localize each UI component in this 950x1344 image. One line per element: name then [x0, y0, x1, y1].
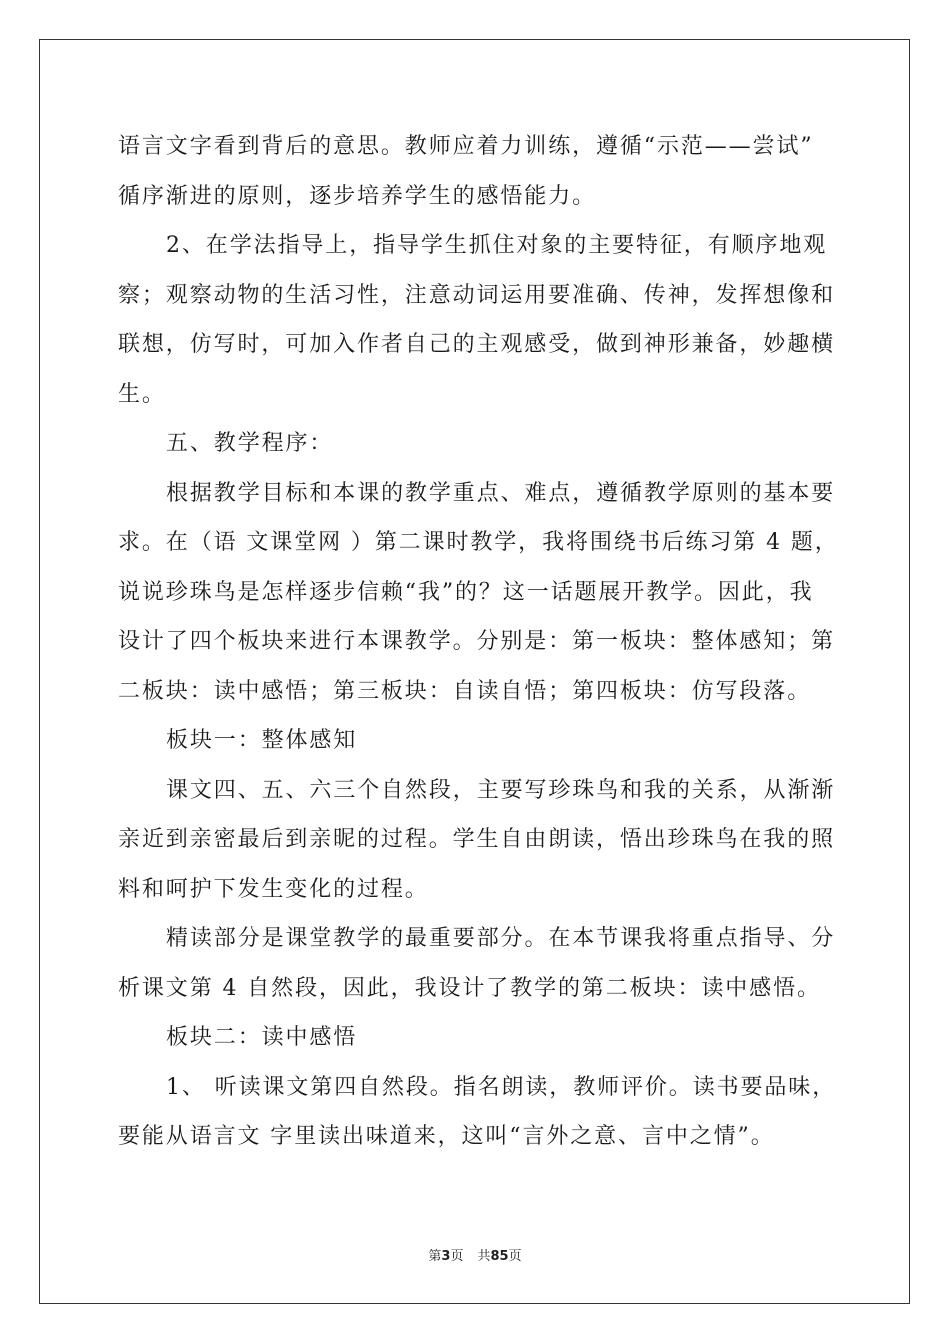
block-two-heading: 板块二：读中感悟 — [166, 1025, 358, 1050]
page-number: 3 — [441, 1249, 451, 1264]
text-line-20: 1、 听读课文第四自然段。指名朗读，教师评价。读书要品味， — [166, 1074, 837, 1100]
page-prefix: 第 — [428, 1249, 442, 1264]
text-line-1: 语言文字看到背后的意思。教师应着力训练，遵循“示范——尝试” — [118, 134, 814, 159]
text-line-5: 联想，仿写时，可加入作者自己的主观感受，做到神形兼备，妙趣横 — [118, 332, 836, 357]
total-prefix: 共 — [477, 1249, 491, 1264]
text-line-2: 循序渐进的原则，逐步培养学生的感悟能力。 — [118, 183, 597, 209]
text-line-9: 求。在（语 文课堂网 ）第二课时教学，我将围绕书后练习第 4 题， — [118, 530, 839, 555]
text-line-10: 说说珍珠鸟是怎样逐步信赖“我”的？这一话题展开教学。因此，我 — [118, 579, 814, 605]
total-suffix: 页 — [508, 1249, 522, 1264]
text-line-11: 设计了四个板块来进行本课教学。分别是：第一板块：整体感知；第 — [118, 629, 836, 654]
document-body — [118, 122, 839, 1162]
text-line-16: 料和呵护下发生变化的过程。 — [118, 876, 429, 902]
text-line-15: 亲近到亲密最后到亲昵的过程。学生自由朗读，悟出珍珠鸟在我的照 — [118, 827, 836, 852]
text-line-21: 要能从语言文 字里读出味道来，这叫“言外之意、言中之情”。 — [118, 1124, 775, 1149]
text-line-14: 课文四、五、六三个自然段，主要写珍珠鸟和我的关系，从渐渐 — [166, 777, 836, 803]
page-suffix: 页 — [450, 1249, 464, 1264]
text-line-6: 生。 — [118, 381, 166, 407]
text-line-17: 精读部分是课堂教学的最重要部分。在本节课我将重点指导、分 — [166, 926, 836, 951]
block-one-heading: 板块一：整体感知 — [166, 728, 358, 753]
total-pages: 85 — [490, 1249, 509, 1264]
page-footer — [0, 1245, 950, 1264]
text-line-8: 根据教学目标和本课的教学重点、难点，遵循教学原则的基本要 — [166, 480, 836, 506]
text-line-18: 析课文第 4 自然段，因此，我设计了教学的第二板块：读中感悟。 — [118, 975, 821, 1001]
section-heading-teaching-procedure: 五、教学程序： — [166, 431, 334, 456]
text-line-3: 2、在学法指导上，指导学生抓住对象的主要特征，有顺序地观 — [166, 233, 828, 258]
text-line-4: 察；观察动物的生活习性，注意动词运用要准确、传神，发挥想像和 — [118, 282, 836, 308]
text-line-12: 二板块：读中感悟；第三板块：自读自悟；第四板块：仿写段落。 — [118, 678, 812, 704]
